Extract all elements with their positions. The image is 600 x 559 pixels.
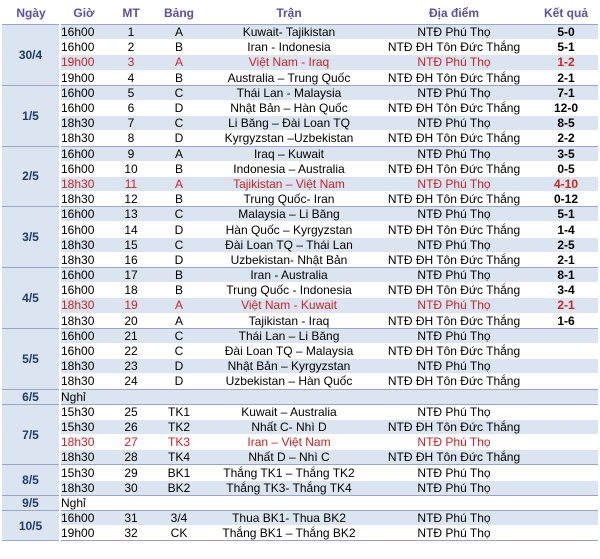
time-cell: 16h00 (60, 146, 108, 161)
day-cell: 7/5 (2, 404, 60, 465)
venue-cell: NTĐ Phú Thọ (374, 328, 534, 343)
venue-cell: NTĐ ĐH Tôn Đức Thắng (374, 450, 534, 465)
mt-cell: 24 (108, 374, 154, 389)
group-cell: TK2 (154, 419, 204, 434)
group-cell: B (154, 161, 204, 176)
time-cell: 16h00 (60, 268, 108, 283)
group-cell: D (154, 374, 204, 389)
mt-cell: 9 (108, 146, 154, 161)
table-row (2, 207, 598, 222)
result-cell: 7-1 (534, 85, 598, 100)
time-cell: 18h30 (60, 435, 108, 450)
table-row (2, 161, 598, 176)
mt-cell: 32 (108, 526, 154, 541)
venue-cell: NTĐ Phú Thọ (374, 25, 534, 40)
mt-cell: 8 (108, 131, 154, 146)
table-row (2, 359, 598, 374)
group-cell: C (154, 237, 204, 252)
match-cell: Đài Loan TQ – Malaysia (204, 343, 374, 358)
table-row (2, 176, 598, 191)
mt-cell: 14 (108, 222, 154, 237)
match-cell: Uzbekistan- Nhật Bản (204, 252, 374, 267)
table-row (2, 404, 598, 419)
match-cell: Iraq – Kuwait (204, 146, 374, 161)
group-cell: D (154, 100, 204, 115)
result-cell: 1-4 (534, 222, 598, 237)
rest-row (2, 495, 598, 510)
day-cell: 30/4 (2, 25, 60, 86)
schedule-table (2, 2, 598, 541)
time-cell: 19h00 (60, 55, 108, 70)
result-cell (534, 404, 598, 419)
group-cell: B (154, 192, 204, 207)
match-cell: Thái Lan – Li Băng (204, 328, 374, 343)
time-cell: 16h00 (60, 207, 108, 222)
venue-cell: NTĐ ĐH Tôn Đức Thắng (374, 222, 534, 237)
day-cell: 2/5 (2, 146, 60, 207)
time-cell: 16h00 (60, 343, 108, 358)
table-row (2, 146, 598, 161)
group-cell: D (154, 131, 204, 146)
time-cell: 18h30 (60, 116, 108, 131)
mt-cell: 18 (108, 283, 154, 298)
header-row (2, 2, 598, 25)
day-cell: 5/5 (2, 328, 60, 389)
match-cell: Li Băng – Đài Loan TQ (204, 116, 374, 131)
venue-cell: NTĐ Phú Thọ (374, 176, 534, 191)
table-row (2, 435, 598, 450)
group-cell: A (154, 298, 204, 313)
result-cell: 12-0 (534, 100, 598, 115)
venue-cell: NTĐ ĐH Tôn Đức Thắng (374, 161, 534, 176)
mt-cell: 28 (108, 450, 154, 465)
match-cell: Đài Loan TQ – Thái Lan (204, 237, 374, 252)
table-row (2, 465, 598, 480)
venue-cell: NTĐ Phú Thọ (374, 268, 534, 283)
venue-cell: NTĐ ĐH Tôn Đức Thắng (374, 419, 534, 434)
day-cell: 8/5 (2, 465, 60, 495)
match-cell: Nhất C- Nhì D (204, 419, 374, 434)
match-cell: Nhật Bản – Hàn Quốc (204, 100, 374, 115)
table-row (2, 343, 598, 358)
match-cell: Hàn Quốc – Kyrgyzstan (204, 222, 374, 237)
group-cell: CK (154, 526, 204, 541)
time-cell: 18h30 (60, 176, 108, 191)
time-cell: 18h30 (60, 298, 108, 313)
time-cell: 19h00 (60, 70, 108, 85)
match-cell: Malaysia – Li Băng (204, 207, 374, 222)
table-row (2, 283, 598, 298)
time-cell: 15h30 (60, 419, 108, 434)
result-cell: 0-5 (534, 161, 598, 176)
table-row (2, 268, 598, 283)
mt-cell: 6 (108, 100, 154, 115)
table-row (2, 25, 598, 40)
mt-cell: 30 (108, 480, 154, 495)
mt-cell: 29 (108, 465, 154, 480)
match-cell: Kuwait- Tajikistan (204, 25, 374, 40)
match-cell: Việt Nam - Iraq (204, 55, 374, 70)
result-cell: 2-1 (534, 70, 598, 85)
time-cell: 16h00 (60, 328, 108, 343)
time-cell: 18h30 (60, 192, 108, 207)
time-cell: 16h00 (60, 100, 108, 115)
venue-cell: NTĐ ĐH Tôn Đức Thắng (374, 192, 534, 207)
group-cell: A (154, 55, 204, 70)
day-cell: 3/5 (2, 207, 60, 268)
match-cell: Kyrgyzstan –Uzbekistan (204, 131, 374, 146)
venue-cell: NTĐ Phú Thọ (374, 359, 534, 374)
day-cell: 1/5 (2, 85, 60, 146)
result-cell (534, 435, 598, 450)
table-row (2, 55, 598, 70)
mt-cell: 5 (108, 85, 154, 100)
result-cell (534, 526, 598, 541)
match-cell: Thắng TK1 – Thắng TK2 (204, 465, 374, 480)
result-cell: 3-5 (534, 146, 598, 161)
result-cell (534, 480, 598, 495)
header-mt: MT (108, 2, 154, 25)
group-cell: B (154, 283, 204, 298)
rest-cell: Nghỉ (60, 389, 598, 404)
result-cell (534, 465, 598, 480)
group-cell: D (154, 359, 204, 374)
time-cell: 18h30 (60, 252, 108, 267)
venue-cell: NTĐ ĐH Tôn Đức Thắng (374, 131, 534, 146)
match-cell: Nhất D – Nhì C (204, 450, 374, 465)
time-cell: 18h30 (60, 450, 108, 465)
venue-cell: NTĐ ĐH Tôn Đức Thắng (374, 343, 534, 358)
table-row (2, 313, 598, 328)
match-cell: Tajikistan – Việt Nam (204, 176, 374, 191)
result-cell: 0-12 (534, 192, 598, 207)
group-cell: C (154, 343, 204, 358)
mt-cell: 16 (108, 252, 154, 267)
table-row (2, 526, 598, 541)
table-row (2, 237, 598, 252)
mt-cell: 3 (108, 55, 154, 70)
table-row (2, 328, 598, 343)
venue-cell: NTĐ ĐH Tôn Đức Thắng (374, 252, 534, 267)
group-cell: B (154, 268, 204, 283)
venue-cell: NTĐ Phú Thọ (374, 207, 534, 222)
venue-cell: NTĐ ĐH Tôn Đức Thắng (374, 283, 534, 298)
venue-cell: NTĐ Phú Thọ (374, 526, 534, 541)
result-cell: 8-5 (534, 116, 598, 131)
time-cell: 18h30 (60, 237, 108, 252)
table-row (2, 40, 598, 55)
mt-cell: 1 (108, 25, 154, 40)
venue-cell: NTĐ Phú Thọ (374, 480, 534, 495)
time-cell: 19h00 (60, 526, 108, 541)
header-time: Giờ (60, 2, 108, 25)
time-cell: 16h00 (60, 40, 108, 55)
mt-cell: 2 (108, 40, 154, 55)
table-row (2, 100, 598, 115)
venue-cell: NTĐ Phú Thọ (374, 55, 534, 70)
match-cell: Trung Quốc- Iran (204, 192, 374, 207)
mt-cell: 27 (108, 435, 154, 450)
group-cell: A (154, 146, 204, 161)
table-row (2, 450, 598, 465)
time-cell: 16h00 (60, 283, 108, 298)
group-cell: BK1 (154, 465, 204, 480)
group-cell: C (154, 328, 204, 343)
result-cell: 3-4 (534, 283, 598, 298)
result-cell (534, 419, 598, 434)
result-cell: 4-10 (534, 176, 598, 191)
mt-cell: 10 (108, 161, 154, 176)
table-row (2, 222, 598, 237)
match-cell: Kuwait – Australia (204, 404, 374, 419)
venue-cell: NTĐ ĐH Tôn Đức Thắng (374, 313, 534, 328)
mt-cell: 12 (108, 192, 154, 207)
mt-cell: 25 (108, 404, 154, 419)
match-cell: Uzbekistan – Hàn Quốc (204, 374, 374, 389)
header-result: Kết quả (534, 2, 598, 25)
match-cell: Iran - Australia (204, 268, 374, 283)
result-cell (534, 450, 598, 465)
time-cell: 16h00 (60, 85, 108, 100)
venue-cell: NTĐ ĐH Tôn Đức Thắng (374, 40, 534, 55)
table-row (2, 116, 598, 131)
time-cell: 18h30 (60, 480, 108, 495)
header-venue: Địa điểm (374, 2, 534, 25)
day-cell: 6/5 (2, 389, 60, 404)
day-cell: 9/5 (2, 495, 60, 510)
result-cell: 5-0 (534, 25, 598, 40)
venue-cell: NTĐ Phú Thọ (374, 435, 534, 450)
table-row (2, 511, 598, 526)
result-cell (534, 328, 598, 343)
table-row (2, 85, 598, 100)
group-cell: D (154, 222, 204, 237)
header-date: Ngày (2, 2, 60, 25)
time-cell: 16h00 (60, 161, 108, 176)
group-cell: A (154, 313, 204, 328)
group-cell: BK2 (154, 480, 204, 495)
mt-cell: 15 (108, 237, 154, 252)
match-cell: Iran – Việt Nam (204, 435, 374, 450)
result-cell: 2-5 (534, 237, 598, 252)
mt-cell: 20 (108, 313, 154, 328)
venue-cell: NTĐ Phú Thọ (374, 146, 534, 161)
day-cell: 10/5 (2, 511, 60, 541)
time-cell: 16h00 (60, 25, 108, 40)
match-cell: Thắng BK1 – Thắng BK2 (204, 526, 374, 541)
venue-cell: NTĐ ĐH Tôn Đức Thắng (374, 70, 534, 85)
mt-cell: 22 (108, 343, 154, 358)
time-cell: 15h30 (60, 465, 108, 480)
group-cell: A (154, 25, 204, 40)
mt-cell: 31 (108, 511, 154, 526)
rest-row (2, 389, 598, 404)
header-match: Trận (204, 2, 374, 25)
table-row (2, 419, 598, 434)
result-cell: 5-1 (534, 207, 598, 222)
venue-cell: NTĐ ĐH Tôn Đức Thắng (374, 100, 534, 115)
group-cell: D (154, 252, 204, 267)
result-cell: 2-1 (534, 298, 598, 313)
mt-cell: 26 (108, 419, 154, 434)
result-cell (534, 359, 598, 374)
mt-cell: 21 (108, 328, 154, 343)
table-row (2, 131, 598, 146)
mt-cell: 7 (108, 116, 154, 131)
table-row (2, 298, 598, 313)
result-cell (534, 511, 598, 526)
mt-cell: 23 (108, 359, 154, 374)
result-cell: 2-2 (534, 131, 598, 146)
match-cell: Indonesia – Australia (204, 161, 374, 176)
venue-cell: NTĐ Phú Thọ (374, 404, 534, 419)
venue-cell: NTĐ Phú Thọ (374, 116, 534, 131)
venue-cell: NTĐ Phú Thọ (374, 85, 534, 100)
table-row (2, 192, 598, 207)
group-cell: C (154, 85, 204, 100)
venue-cell: NTĐ Phú Thọ (374, 511, 534, 526)
match-cell: Thắng TK3- Thắng TK4 (204, 480, 374, 495)
result-cell: 1-2 (534, 55, 598, 70)
time-cell: 18h30 (60, 131, 108, 146)
result-cell: 5-1 (534, 40, 598, 55)
match-cell: Thái Lan - Malaysia (204, 85, 374, 100)
time-cell: 18h30 (60, 313, 108, 328)
venue-cell: NTĐ Phú Thọ (374, 298, 534, 313)
result-cell (534, 343, 598, 358)
result-cell: 1-6 (534, 313, 598, 328)
result-cell: 8-1 (534, 268, 598, 283)
venue-cell: NTĐ Phú Thọ (374, 237, 534, 252)
match-cell: Nhật Bản – Kyrgyzstan (204, 359, 374, 374)
match-cell: Trung Quốc - Indonesia (204, 283, 374, 298)
group-cell: B (154, 40, 204, 55)
group-cell: TK3 (154, 435, 204, 450)
table-row (2, 252, 598, 267)
table-row (2, 374, 598, 389)
time-cell: 15h30 (60, 404, 108, 419)
group-cell: TK1 (154, 404, 204, 419)
group-cell: C (154, 207, 204, 222)
table-row (2, 480, 598, 495)
group-cell: TK4 (154, 450, 204, 465)
mt-cell: 17 (108, 268, 154, 283)
match-cell: Thua BK1- Thua BK2 (204, 511, 374, 526)
match-cell: Australia – Trung Quốc (204, 70, 374, 85)
time-cell: 16h00 (60, 222, 108, 237)
venue-cell: NTĐ ĐH Tôn Đức Thắng (374, 374, 534, 389)
result-cell (534, 374, 598, 389)
day-cell: 4/5 (2, 268, 60, 329)
match-cell: Iran - Indonesia (204, 40, 374, 55)
rest-cell: Nghỉ (60, 495, 598, 510)
group-cell: A (154, 176, 204, 191)
venue-cell: NTĐ Phú Thọ (374, 465, 534, 480)
mt-cell: 4 (108, 70, 154, 85)
header-group: Bảng (154, 2, 204, 25)
group-cell: 3/4 (154, 511, 204, 526)
group-cell: C (154, 116, 204, 131)
time-cell: 18h30 (60, 359, 108, 374)
match-cell: Việt Nam - Kuwait (204, 298, 374, 313)
table-row (2, 70, 598, 85)
time-cell: 16h00 (60, 511, 108, 526)
mt-cell: 11 (108, 176, 154, 191)
result-cell: 2-1 (534, 252, 598, 267)
time-cell: 18h30 (60, 374, 108, 389)
mt-cell: 19 (108, 298, 154, 313)
match-cell: Tajikistan - Iraq (204, 313, 374, 328)
group-cell: B (154, 70, 204, 85)
mt-cell: 13 (108, 207, 154, 222)
